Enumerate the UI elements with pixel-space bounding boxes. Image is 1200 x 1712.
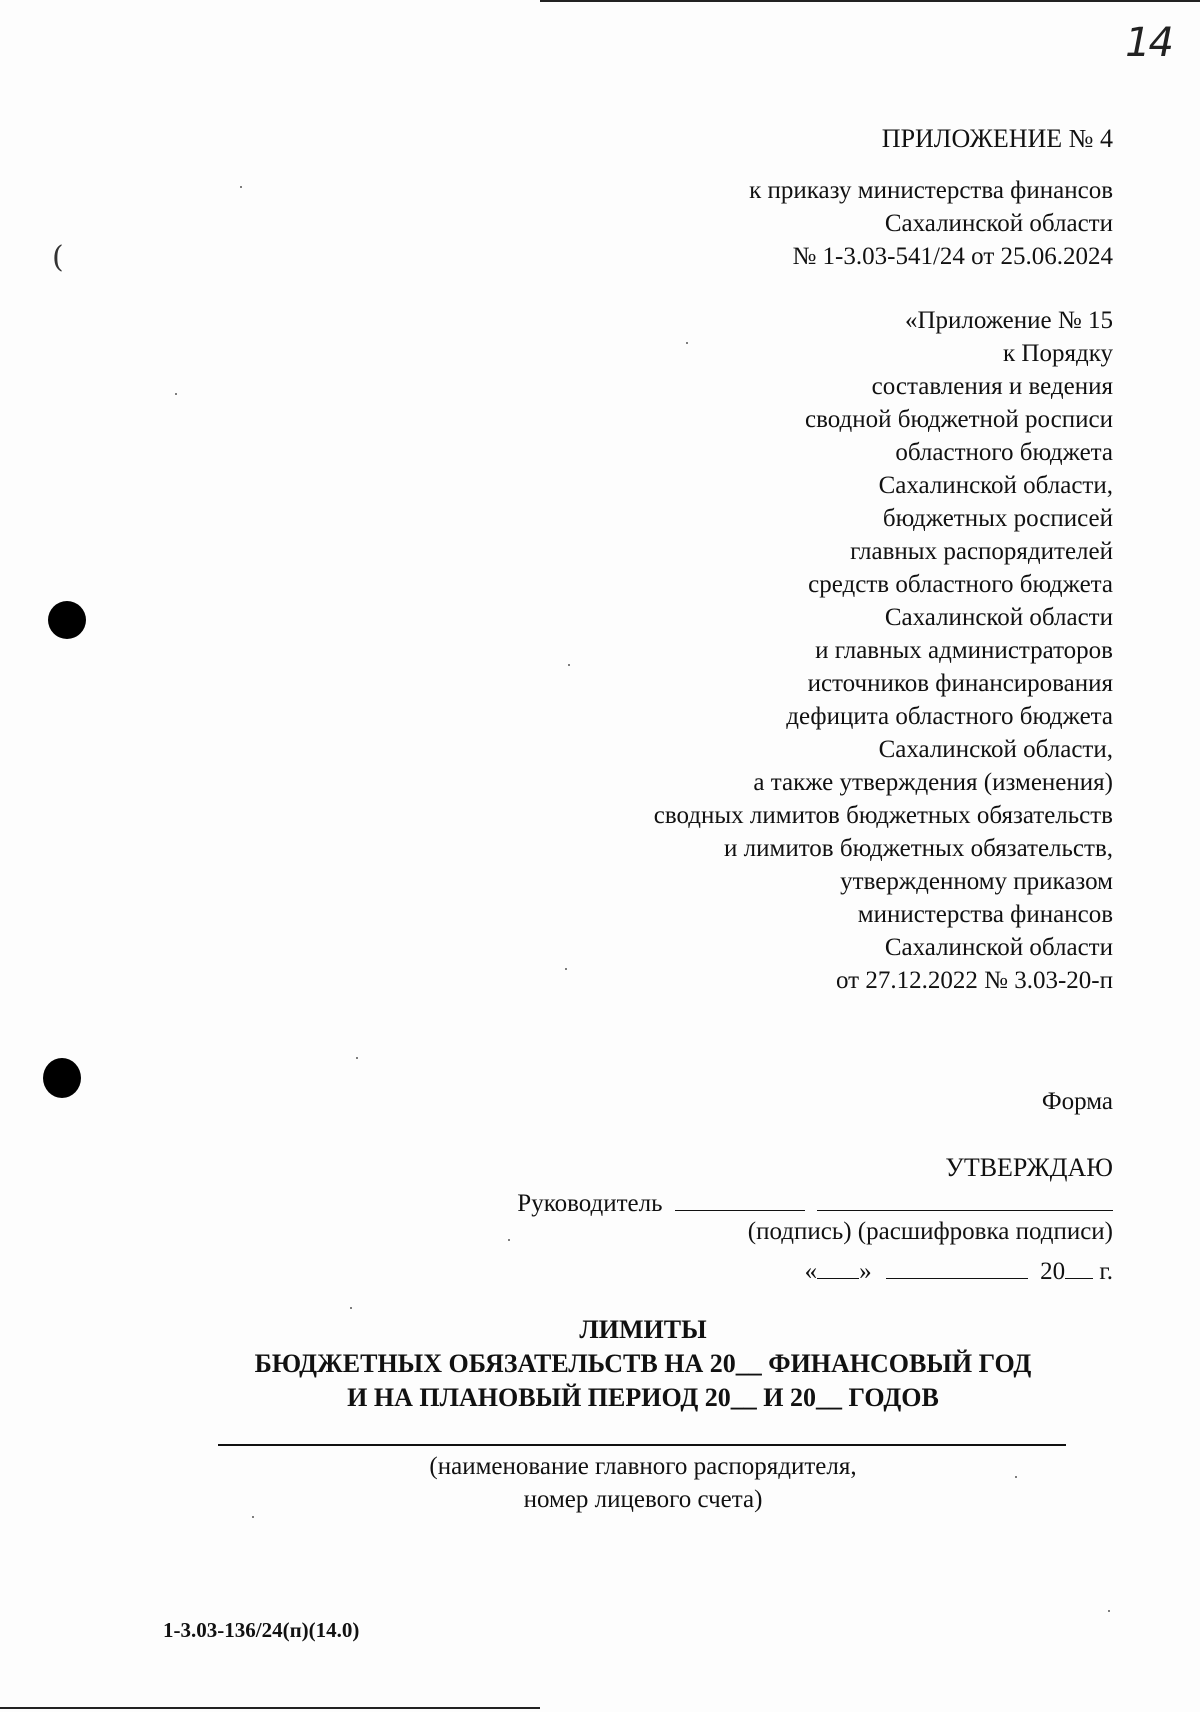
signature-hint: (подпись) (расшифровка подписи) <box>747 1218 1113 1245</box>
procedure-line: и главных администраторов <box>815 637 1113 664</box>
year-suffix: г. <box>1099 1258 1113 1285</box>
procedure-line: дефицита областного бюджета <box>786 703 1113 730</box>
procedure-line: составления и ведения <box>871 373 1113 400</box>
procedure-line: «Приложение № 15 <box>904 307 1113 334</box>
approval-heading-text: УТВЕРЖДАЮ <box>945 1153 1113 1182</box>
scan-speck <box>252 1516 254 1518</box>
name-hint-line: номер лицевого счета) <box>523 1486 763 1513</box>
date-row <box>805 1252 1113 1286</box>
head-label: Руководитель <box>517 1190 663 1217</box>
date-open-quote: « <box>804 1258 818 1285</box>
scan-speck <box>175 393 177 395</box>
title-line: И НА ПЛАНОВЫЙ ПЕРИОД 20__ И 20__ ГОДОВ <box>347 1383 939 1412</box>
procedure-line: сводной бюджетной росписи <box>804 406 1113 433</box>
scan-speck <box>1108 1610 1110 1612</box>
procedure-line: к Порядку <box>1003 340 1113 367</box>
order-reference <box>749 174 1113 273</box>
handwritten-page-number: 14 <box>1125 20 1172 66</box>
order-line: № 1-3.03-541/24 от 25.06.2024 <box>792 243 1113 270</box>
distributor-name-hint <box>218 1450 1068 1516</box>
procedure-line: утвержденному приказом <box>840 868 1113 895</box>
scan-speck <box>508 1239 510 1241</box>
scan-speck <box>568 664 570 666</box>
procedure-line: Сахалинской области, <box>878 472 1113 499</box>
form-label <box>1042 1085 1113 1118</box>
punch-hole-upper <box>48 601 86 639</box>
procedure-line: источников финансирования <box>807 670 1113 697</box>
procedure-line: сводных лимитов бюджетных обязательств <box>653 802 1113 829</box>
scan-speck <box>565 968 567 970</box>
scan-speck <box>350 1307 352 1309</box>
procedure-line: Сахалинской области, <box>878 736 1113 763</box>
scan-speck <box>240 186 242 188</box>
procedure-line: Сахалинской области <box>884 934 1113 961</box>
title-line: БЮДЖЕТНЫХ ОБЯЗАТЕЛЬСТВ НА 20__ ФИНАНСОВЫЙ ГОД <box>254 1349 1032 1378</box>
order-line: Сахалинской области <box>884 210 1113 237</box>
procedure-line: бюджетных росписей <box>882 505 1113 532</box>
signature-row <box>517 1184 1113 1218</box>
order-line: к приказу министерства финансов <box>749 177 1113 204</box>
procedure-line: Сахалинской области <box>884 604 1113 631</box>
top-edge-rule <box>540 0 1200 2</box>
bottom-edge-rule <box>0 1707 540 1709</box>
document-title <box>218 1313 1068 1415</box>
procedure-line: средств областного бюджета <box>808 571 1113 598</box>
title-line: ЛИМИТЫ <box>579 1315 707 1344</box>
signature-decoding-blank <box>817 1184 1113 1211</box>
year-prefix: 20 <box>1040 1258 1066 1285</box>
document-code: 1-3.03-136/24(п)(14.0) <box>163 1618 360 1642</box>
procedure-line: от 27.12.2022 № 3.03-20-п <box>836 967 1113 994</box>
day-blank <box>817 1252 859 1279</box>
name-hint-line: (наименование главного распорядителя, <box>429 1453 857 1480</box>
procedure-reference <box>654 304 1113 997</box>
punch-hole-lower <box>43 1058 81 1098</box>
procedure-line: областного бюджета <box>895 439 1113 466</box>
signature-blank <box>675 1184 805 1211</box>
date-close-quote: » <box>859 1258 872 1285</box>
procedure-line: главных распорядителей <box>850 538 1113 565</box>
procedure-line: а также утверждения (изменения) <box>753 769 1113 796</box>
month-blank <box>886 1252 1028 1279</box>
year-blank <box>1065 1252 1093 1279</box>
approval-heading <box>945 1151 1113 1184</box>
scan-speck <box>356 1057 358 1059</box>
distributor-name-blank <box>218 1444 1066 1446</box>
form-label-text: Форма <box>1041 1088 1113 1115</box>
procedure-line: министерства финансов <box>857 901 1113 928</box>
appendix-title-text: ПРИЛОЖЕНИЕ № 4 <box>881 124 1113 153</box>
stray-mark-icon: ( <box>52 240 64 275</box>
procedure-line: и лимитов бюджетных обязательств, <box>724 835 1113 862</box>
appendix-title <box>882 122 1113 155</box>
